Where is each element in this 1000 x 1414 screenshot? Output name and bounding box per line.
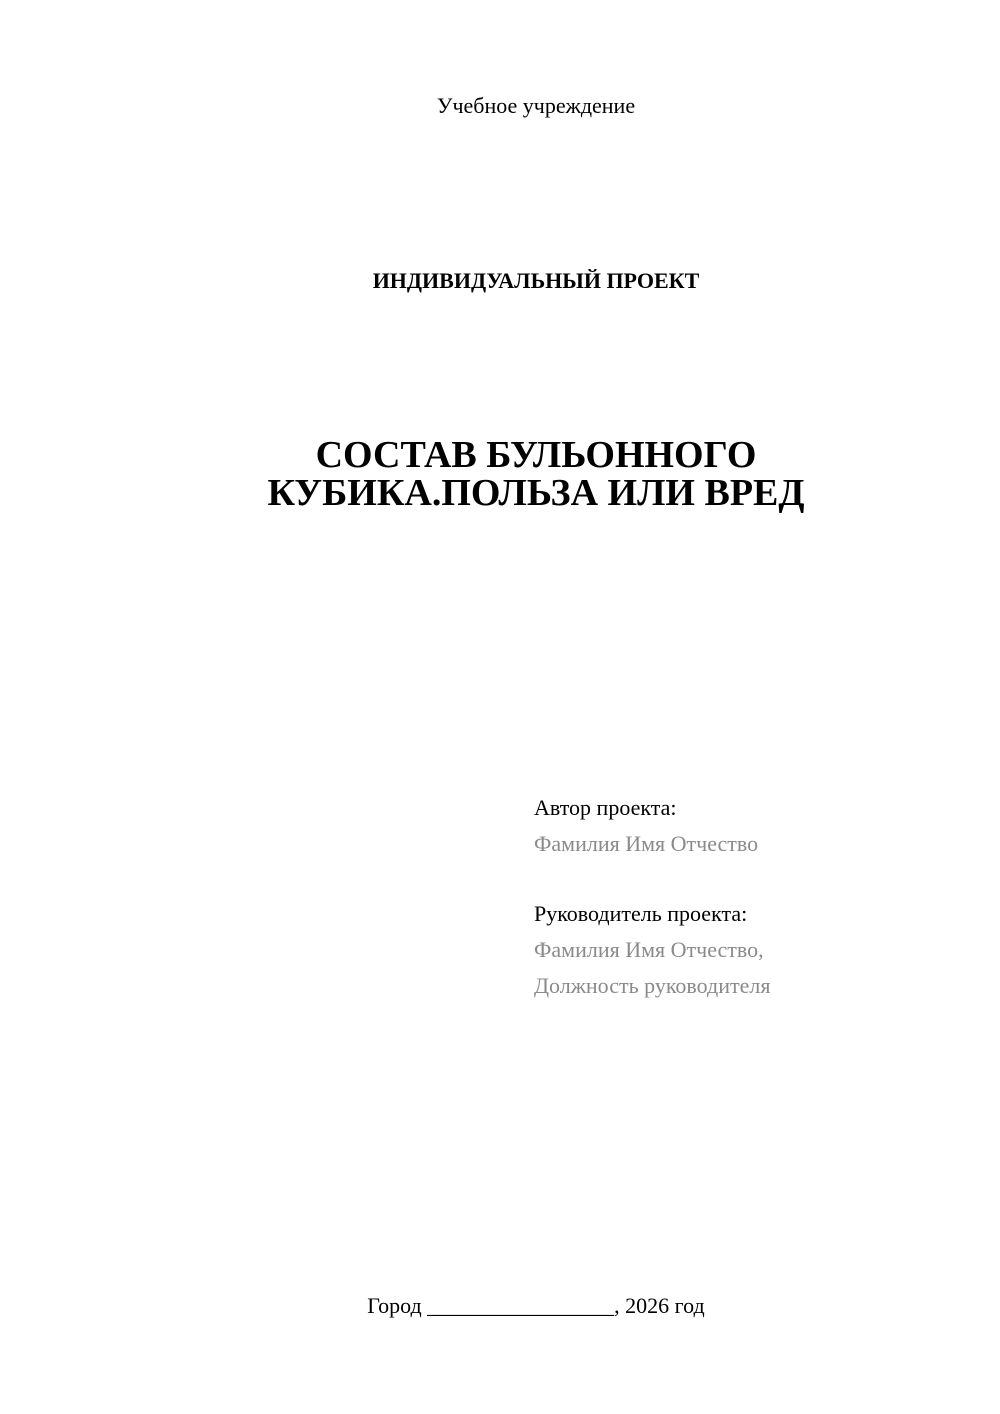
supervisor-position: Должность руководителя [534, 973, 771, 998]
info-spacer [534, 862, 770, 896]
city-year-line: Город _________________, 2026 год [367, 1293, 705, 1318]
project-info [534, 790, 770, 1004]
document-type: ИНДИВИДУАЛЬНЫЙ ПРОЕКТ [372, 268, 700, 293]
project-title-line-2: КУБИКА.ПОЛЬЗА ИЛИ ВРЕД [267, 472, 805, 514]
project-title [0, 436, 1000, 512]
supervisor-label: Руководитель проекта: [534, 901, 748, 926]
project-title-line-1: СОСТАВ БУЛЬОННОГО [315, 434, 757, 476]
supervisor-name: Фамилия Имя Отчество, [534, 937, 764, 962]
institution-name: Учебное учреждение [436, 93, 636, 118]
author-name: Фамилия Имя Отчество [534, 831, 759, 856]
author-label: Автор проекта: [534, 795, 677, 820]
